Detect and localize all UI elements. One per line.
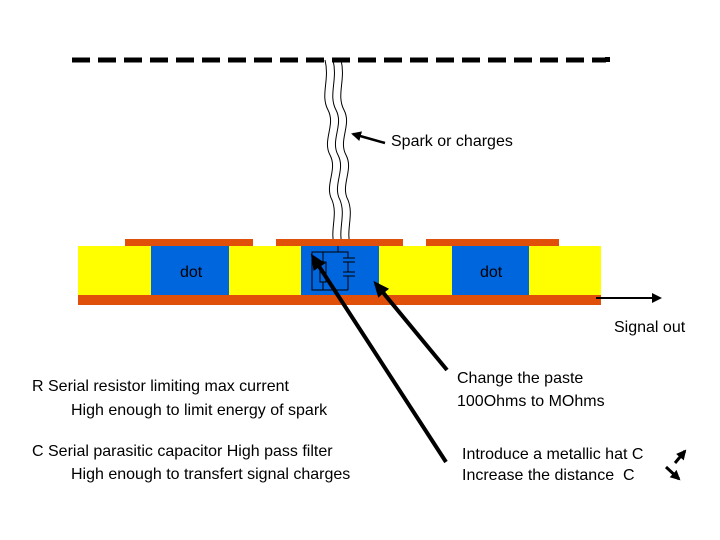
spark-lines [325, 60, 351, 246]
dot-label-left: dot [180, 264, 203, 281]
copper-strip-right [426, 239, 559, 246]
paste-note-line2: 100Ohms to MOhms [457, 393, 605, 410]
capacitor-note-line1: C Serial parasitic capacitor High pass filter [32, 443, 333, 460]
arrow-up-right-icon [675, 451, 685, 463]
copper-strip-left [125, 239, 253, 246]
pad-middle [301, 246, 379, 295]
spark-label: Spark or charges [391, 133, 513, 150]
resistor-note-line1: R Serial resistor limiting max current [32, 378, 289, 395]
copper-strip-middle [276, 239, 403, 246]
signal-out-label: Signal out [614, 319, 686, 336]
capacitor-note-line2: High enough to transfert signal charges [71, 466, 351, 483]
paste-note-line1: Change the paste [457, 370, 584, 387]
hat-note-line2: Increase the distance C [462, 467, 635, 484]
top-electrode-end-dot [605, 57, 610, 62]
arrow-down-right-icon [666, 467, 679, 479]
spark-arrow [353, 134, 385, 143]
dot-label-right: dot [480, 264, 503, 281]
hat-note-line1: Introduce a metallic hat C [462, 446, 644, 463]
resistor-note-line2: High enough to limit energy of spark [71, 402, 328, 419]
